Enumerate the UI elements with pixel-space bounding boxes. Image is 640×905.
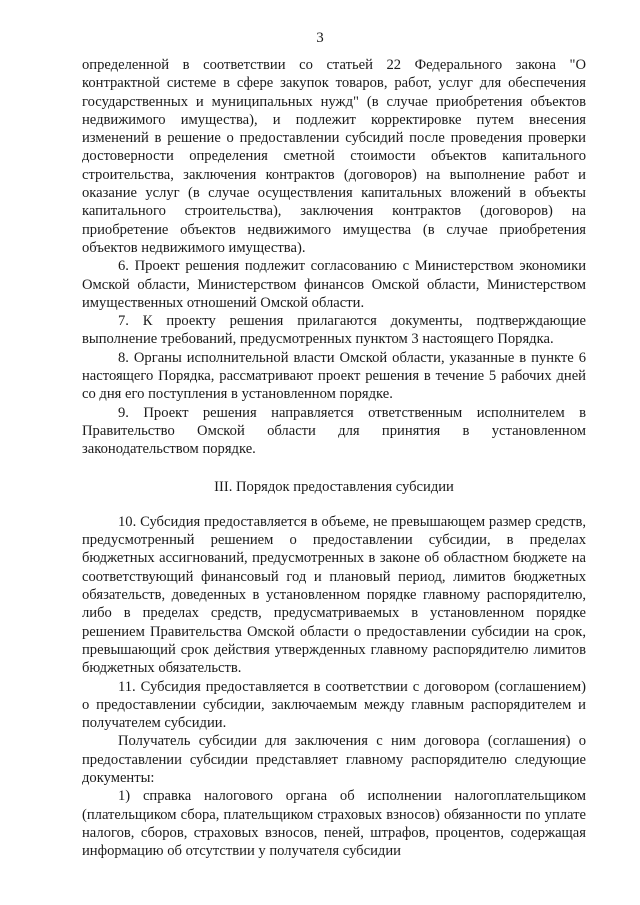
paragraph: 11. Субсидия предоставляется в соответствии с договором (соглашением) о предоставлении субсидии, заключаемым между главным распорядителем и получателем субсидии. bbox=[82, 678, 586, 732]
paragraph: 7. К проекту решения прилагаются документы, подтверждающие выполнение требований, предусмотренных пунктом 3 настоящего Порядка. bbox=[82, 313, 586, 348]
paragraph: 1) справка налогового органа об исполнении налогоплательщиком (плательщиком сбора, плательщиком страховых взносов) обязанности по уплате налогов, сборов, страховых взносов, пеней, штрафов, процентов, содержащая информацию об отсутствии у получателя субсидии bbox=[82, 788, 586, 860]
paragraph: 10. Субсидия предоставляется в объеме, не превышающем размер средств, предусмотренный решением о предоставлении субсидии, в пределах бюджетных ассигнований, предусмотренных в законе об областном бюджете на соответствующий финансовый год и плановый период, лимитов бюджетных обязательств, доведенных в установленном порядке главному распорядителю, либо в пределах средств, предусматриваемых в установленном порядке решением Правительства Омской области о предоставлении субсидии на срок, превышающий срок действия утвержденных главному распорядителю лимитов бюджетных обязательств. bbox=[82, 513, 586, 677]
page-number: 3 bbox=[316, 30, 324, 46]
paragraph: определенной в соответствии со статьей 22 Федерального закона "О контрактной системе в сфере закупок товаров, работ, услуг для обеспечения государственных и муниципальных нужд" (в случае приобретения объектов недвижимого имущества), и подлежит корректировке путем внесения изменений в решение о предоставлении субсидий после проведения проверки достоверности определения сметной стоимости объектов капитального строительства, заключения контрактов (договоров) на выполнение работ и оказание услуг (в случае осуществления капитальных вложений в объекты капитального строительства), заключения контрактов (договоров) на приобретение объектов недвижимого имущества (в случае приобретения объектов недвижимого имущества). bbox=[82, 57, 586, 256]
paragraph: 9. Проект решения направляется ответственным исполнителем в Правительство Омской области для принятия в установленном законодательством порядке. bbox=[82, 404, 586, 458]
paragraph: 6. Проект решения подлежит согласованию с Министерством экономики Омской области, Министерством финансов Омской области, Министерством имущественных отношений Омской области. bbox=[82, 258, 586, 311]
document-body bbox=[82, 56, 586, 860]
paragraph: Получатель субсидии для заключения с ним договора (соглашения) о предоставлении субсидии представляет главному распорядителю следующие документы: bbox=[82, 733, 586, 786]
section-heading: III. Порядок предоставления субсидии bbox=[214, 478, 454, 495]
paragraph: 8. Органы исполнительной власти Омской области, указанные в пункте 6 настоящего Порядка, рассматривают проект решения в течение 5 рабочих дней со дня его поступления в установленном порядке. bbox=[82, 349, 586, 403]
